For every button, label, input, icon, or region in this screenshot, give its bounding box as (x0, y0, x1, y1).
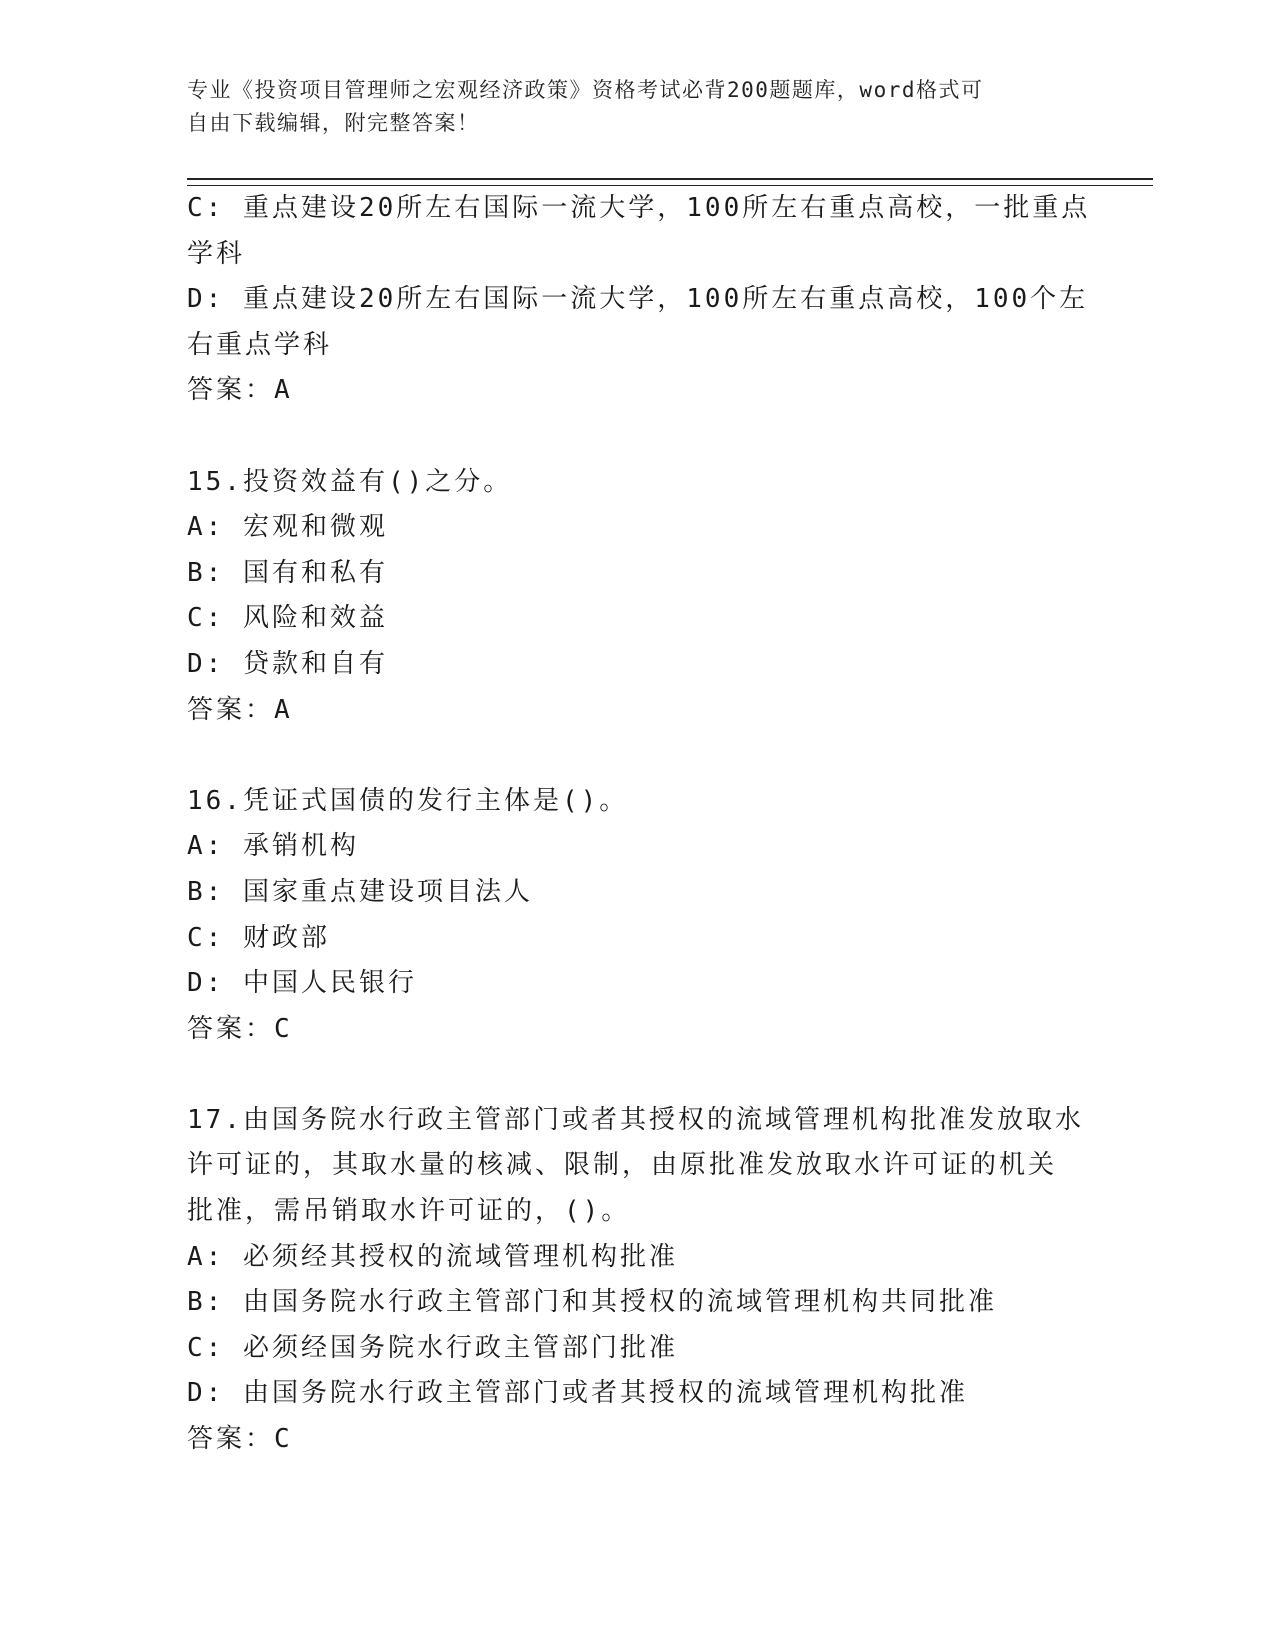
question-stem-line-3: 批准，需吊销取水许可证的，()。 (187, 1196, 631, 1227)
question-stem-line-1: 17.由国务院水行政主管部门或者其授权的流域管理机构批准发放取水 (187, 1104, 1084, 1135)
option-a: A: 必须经其授权的流域管理机构批准 (187, 1241, 678, 1272)
header-divider (187, 178, 1153, 186)
option-c: C: 风险和效益 (187, 603, 388, 634)
answer-line (187, 1007, 1087, 1053)
option-d: D: 贷款和自有 (187, 648, 388, 679)
option-c-line-2: 学科 (187, 238, 246, 269)
answer-value: A (274, 375, 293, 406)
option-b: B: 国有和私有 (187, 557, 388, 588)
question-stem: 15.投资效益有()之分。 (187, 466, 513, 497)
document-header (187, 74, 1067, 140)
option-d-line-1: D: 重点建设20所左右国际一流大学，100所左右重点高校，100个左 (187, 284, 1089, 315)
question-16 (187, 779, 1087, 1053)
option-a: A: 承销机构 (187, 831, 359, 862)
question-17 (187, 1098, 1087, 1463)
option-c: C: 必须经国务院水行政主管部门批准 (187, 1332, 678, 1363)
answer-value: C (274, 1013, 293, 1044)
option-c-line-1: C: 重点建设20所左右国际一流大学，100所左右重点高校，一批重点 (187, 193, 1091, 223)
answer-label: 答案： (187, 375, 275, 406)
option-b: B: 由国务院水行政主管部门和其授权的流域管理机构共同批准 (187, 1287, 997, 1318)
question-15 (187, 460, 1087, 734)
spacer (187, 414, 1087, 460)
answer-label: 答案： (187, 1013, 275, 1044)
document-body (187, 186, 1091, 1463)
header-title-line-2: 自由下载编辑，附完整答案！ (187, 111, 480, 135)
answer-label: 答案： (187, 694, 275, 725)
option-d: D: 由国务院水行政主管部门或者其授权的流域管理机构批准 (187, 1378, 968, 1409)
question-14-continuation (187, 186, 1091, 414)
option-d-line-2: 右重点学科 (187, 329, 333, 360)
spacer (187, 733, 1087, 779)
option-d: D: 中国人民银行 (187, 968, 417, 999)
question-stem: 16.凭证式国债的发行主体是()。 (187, 785, 629, 816)
option-c: C: 财政部 (187, 922, 330, 953)
header-title-line-1: 专业《投资项目管理师之宏观经济政策》资格考试必背200题题库，word格式可 (187, 78, 984, 102)
answer-value: A (274, 694, 293, 725)
answer-line (187, 368, 1087, 414)
answer-line (187, 1417, 1087, 1463)
spacer (187, 1052, 1087, 1098)
option-a: A: 宏观和微观 (187, 512, 388, 543)
option-b: B: 国家重点建设项目法人 (187, 876, 533, 907)
answer-line (187, 688, 1087, 734)
question-stem-line-2: 许可证的，其取水量的核减、限制，由原批准发放取水许可证的机关 (187, 1150, 1058, 1181)
answer-label: 答案： (187, 1424, 275, 1455)
answer-value: C (274, 1424, 293, 1455)
